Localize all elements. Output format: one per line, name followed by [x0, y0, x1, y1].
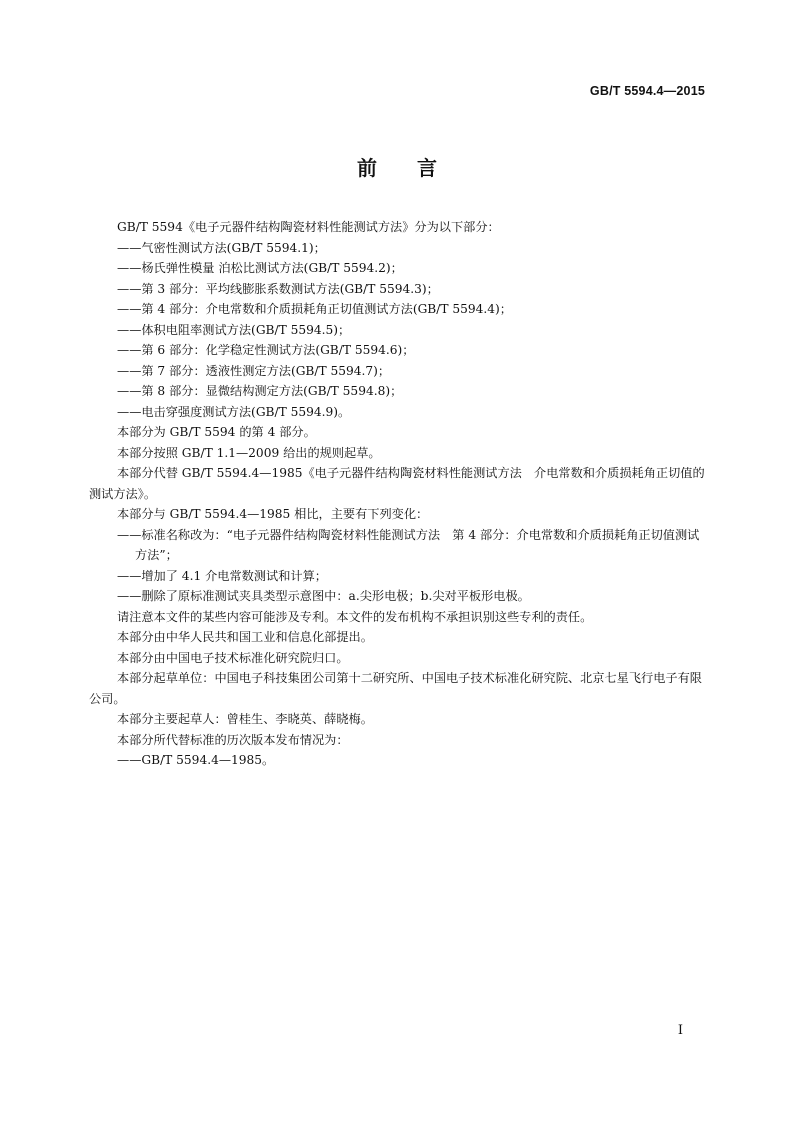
- paragraph: 本部分主要起草人：曾桂生、李晓英、薛晓梅。: [117, 712, 373, 726]
- list-item: ——杨氏弹性模量 泊松比测试方法(GB/T 5594.2)；: [117, 261, 403, 275]
- list-item: ——删除了原标准测试夹具类型示意图中：a.尖形电极；b.尖对平板形电极。: [117, 589, 530, 603]
- standard-code: GB/T 5594.4—2015: [589, 84, 705, 98]
- list-item: ——增加了 4.1 介电常数测试和计算；: [117, 568, 327, 583]
- list-item: ——第 7 部分：透液性测定方法(GB/T 5594.7)；: [117, 363, 391, 378]
- list-item: ——第 4 部分：介电常数和介质损耗角正切值测试方法(GB/T 5594.4)；: [117, 302, 512, 316]
- paragraph: 本部分代替 GB/T 5594.4—1985《电子元器件结构陶瓷材料性能测试方法 介电常数和介质损耗角正切值的测试方法》。: [89, 466, 705, 501]
- list-item: ——气密性测试方法(GB/T 5594.1)；: [117, 240, 326, 255]
- list-item: ——第 3 部分：平均线膨胀系数测试方法(GB/T 5594.3)；: [117, 281, 439, 296]
- page-number: I: [677, 1023, 683, 1038]
- paragraph: GB/T 5594《电子元器件结构陶瓷材料性能测试方法》分为以下部分：: [117, 220, 500, 234]
- list-item: ——标准名称改为：“电子元器件结构陶瓷材料性能测试方法 第 4 部分：介电常数和介质损耗角正切值测试方法”；: [117, 527, 700, 562]
- list-item: ——第 6 部分：化学稳定性测试方法(GB/T 5594.6)；: [117, 343, 415, 357]
- list-item: ——电击穿强度测试方法(GB/T 5594.9)。: [117, 404, 351, 419]
- list-item: ——第 8 部分：显微结构测定方法(GB/T 5594.8)；: [117, 384, 403, 398]
- paragraph: 请注意本文件的某些内容可能涉及专利。本文件的发布机构不承担识别这些专利的责任。: [117, 609, 593, 624]
- paragraph: 本部分由中华人民共和国工业和信息化部提出。: [117, 630, 373, 644]
- page-title: 前言: [357, 156, 477, 180]
- paragraph: 本部分起草单位：中国电子科技集团公司第十二研究所、中国电子技术标准化研究院、北京七星飞行电子有限公司。: [89, 671, 702, 706]
- list-item: ——体积电阻率测试方法(GB/T 5594.5)；: [117, 322, 351, 337]
- paragraph: 本部分由中国电子技术标准化研究院归口。: [117, 650, 349, 665]
- paragraph: 本部分与 GB/T 5594.4—1985 相比，主要有下列变化：: [117, 507, 429, 521]
- foreword-body: [89, 217, 705, 771]
- paragraph: 本部分为 GB/T 5594 的第 4 部分。: [117, 425, 316, 439]
- paragraph: 本部分按照 GB/T 1.1—2009 给出的规则起草。: [117, 445, 381, 460]
- paragraph: 本部分所代替标准的历次版本发布情况为：: [117, 732, 349, 747]
- list-item: ——GB/T 5594.4—1985。: [117, 753, 275, 767]
